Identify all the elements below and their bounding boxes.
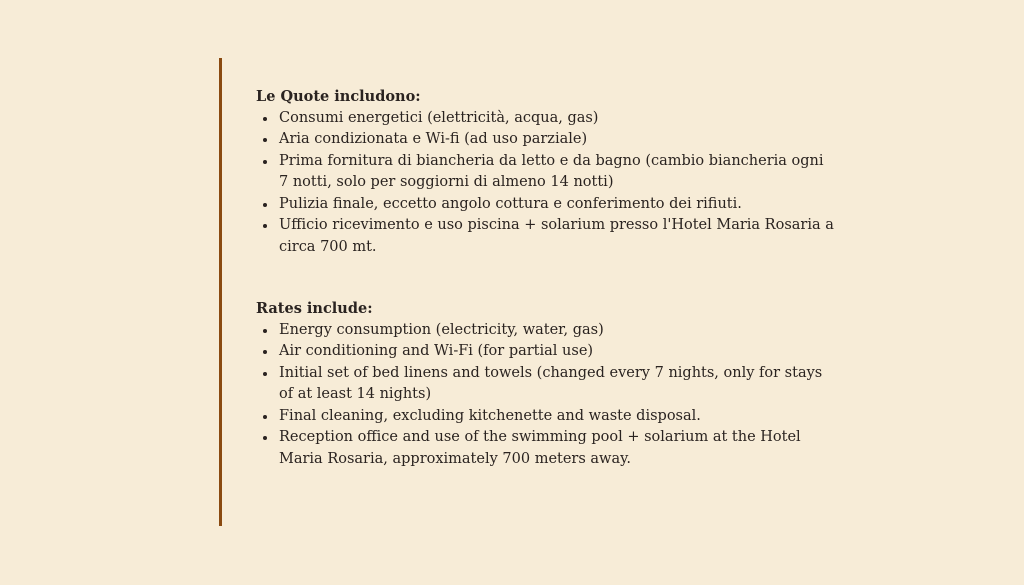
list-item: Prima fornitura di biancheria da letto e da bagno (cambio biancheria ogni 7 notti, solo per soggiorni di almeno 14 notti): [256, 151, 836, 194]
list-item: Pulizia finale, eccetto angolo cottura e conferimento dei rifiuti.: [256, 194, 836, 216]
italian-inclusions-list: [256, 108, 836, 259]
list-item: Consumi energetici (elettricità, acqua, gas): [256, 108, 836, 130]
list-item: Reception office and use of the swimming pool + solarium at the Hotel Maria Rosaria, approximately 700 meters away.: [256, 427, 836, 470]
section-heading-italian: Le Quote includono:: [256, 88, 421, 105]
section-heading-english: Rates include:: [256, 300, 373, 317]
rates-content: [256, 86, 836, 470]
list-item: Initial set of bed linens and towels (changed every 7 nights, only for stays of at least 14 nights): [256, 363, 836, 406]
list-item: Ufficio ricevimento e uso piscina + solarium presso l'Hotel Maria Rosaria a circa 700 mt.: [256, 215, 836, 258]
italian-section: [256, 86, 836, 258]
list-item: Air conditioning and Wi-Fi (for partial use): [256, 341, 836, 363]
accent-divider-line: [219, 58, 222, 526]
list-item: Aria condizionata e Wi-fi (ad uso parziale): [256, 129, 836, 151]
list-item: Final cleaning, excluding kitchenette and waste disposal.: [256, 406, 836, 428]
english-section: [256, 298, 836, 470]
english-inclusions-list: [256, 320, 836, 471]
list-item: Energy consumption (electricity, water, gas): [256, 320, 836, 342]
